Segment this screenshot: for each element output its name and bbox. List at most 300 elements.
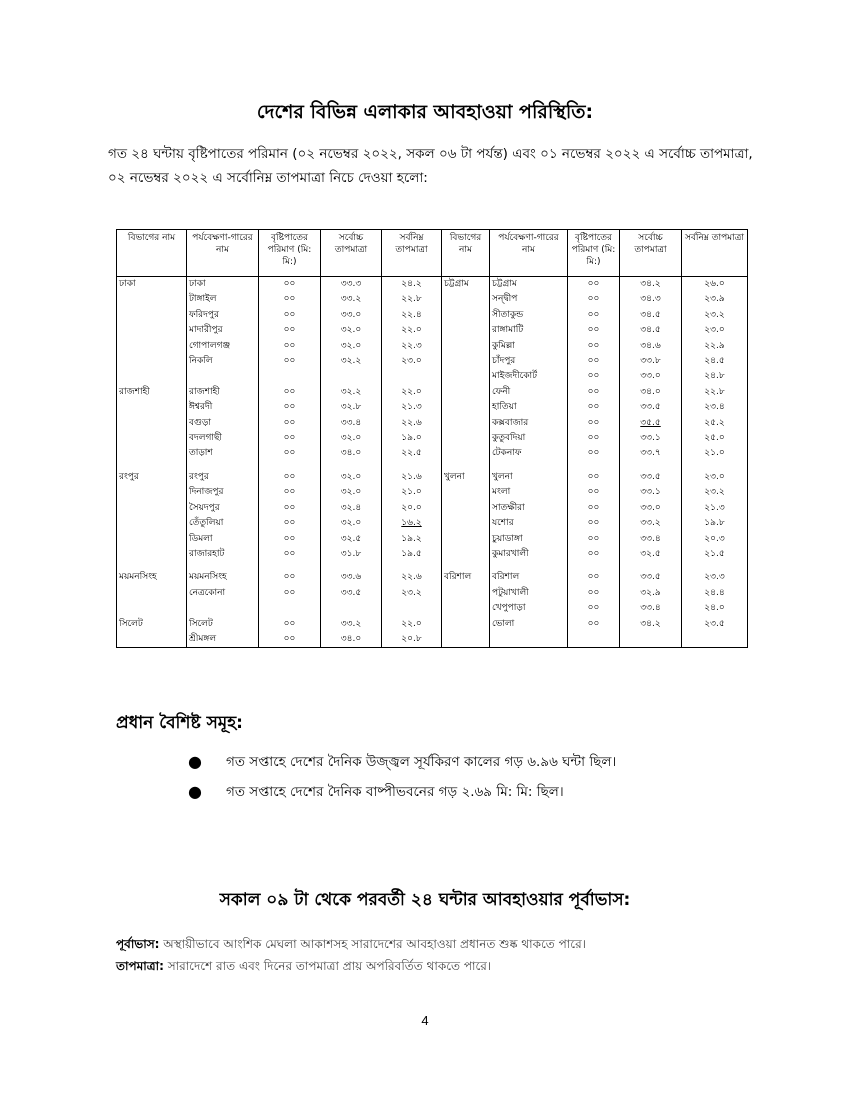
cell-max-temp: ৩৩.৩ <box>321 277 382 293</box>
cell-min-temp: ২১.৩ <box>382 400 442 415</box>
cell-min-temp: ১৯.২ <box>382 532 442 547</box>
page-number: 4 <box>421 1013 429 1028</box>
cell-division: রংপুর <box>117 470 187 485</box>
cell-division <box>117 339 187 354</box>
cell-station: বদলগাছী <box>187 431 259 446</box>
cell-max-temp: ৩২.০ <box>321 323 382 338</box>
cell-station: সিলেট <box>187 617 259 632</box>
cell-min-temp: ২৩.২ <box>682 485 748 500</box>
forecast-label: পূর্বাভাস: <box>116 937 160 951</box>
cell-station: চাঁদপুর <box>490 354 568 369</box>
cell-min-temp: ২২.০ <box>382 385 442 400</box>
cell-station: রাজশাহী <box>187 385 259 400</box>
cell-min-temp: ২২.০ <box>382 323 442 338</box>
table-row <box>117 601 748 616</box>
cell-min-temp: ২২.৬ <box>382 416 442 431</box>
cell-division <box>442 339 490 354</box>
cell-min-temp: ২২.০ <box>382 617 442 632</box>
cell-station: যশোর <box>490 516 568 531</box>
cell-division <box>442 485 490 500</box>
cell-max-temp <box>321 562 382 570</box>
table-row <box>117 339 748 354</box>
header-division: বিভাগের নাম <box>117 230 187 277</box>
cell-min-temp: ২৪.৮ <box>682 369 748 384</box>
cell-station: তাড়াশ <box>187 446 259 461</box>
cell-division <box>442 516 490 531</box>
forecast-line <box>116 933 586 955</box>
cell-rainfall: ০০ <box>259 547 321 562</box>
table-row <box>117 562 748 570</box>
cell-division <box>117 446 187 461</box>
cell-min-temp: ২৩.৪ <box>682 400 748 415</box>
cell-rainfall: ০০ <box>259 446 321 461</box>
cell-division <box>442 385 490 400</box>
cell-min-temp: ২২.৮ <box>682 385 748 400</box>
cell-rainfall: ০০ <box>568 617 620 632</box>
cell-min-temp: ২৬.০ <box>682 277 748 293</box>
table-row <box>117 308 748 323</box>
cell-rainfall: ০০ <box>568 501 620 516</box>
cell-division <box>442 586 490 601</box>
cell-station <box>490 462 568 470</box>
table-row <box>117 570 748 585</box>
cell-max-temp: ৩৩.০ <box>620 501 682 516</box>
cell-rainfall <box>568 462 620 470</box>
cell-station <box>187 601 259 616</box>
cell-rainfall: ০০ <box>568 339 620 354</box>
cell-rainfall: ০০ <box>568 485 620 500</box>
cell-min-temp: ২৩.০ <box>682 323 748 338</box>
cell-division <box>442 501 490 516</box>
cell-rainfall: ০০ <box>259 323 321 338</box>
header-division: বিভাগের নাম <box>442 230 490 277</box>
cell-rainfall: ০০ <box>259 400 321 415</box>
cell-min-temp: ২৫.০ <box>682 431 748 446</box>
cell-rainfall: ০০ <box>568 369 620 384</box>
cell-max-temp <box>321 601 382 616</box>
cell-division: ময়মনসিংহ <box>117 570 187 585</box>
table-row <box>117 431 748 446</box>
cell-station: রাজারহাট <box>187 547 259 562</box>
table-row <box>117 369 748 384</box>
cell-station: ডিমলা <box>187 532 259 547</box>
cell-rainfall <box>259 562 321 570</box>
cell-max-temp: ৩৪.২ <box>620 617 682 632</box>
cell-division <box>117 400 187 415</box>
cell-max-temp: ৩২.০ <box>321 470 382 485</box>
cell-max-temp <box>620 462 682 470</box>
cell-min-temp: ২৩.৯ <box>682 292 748 307</box>
cell-max-temp: ৩২.৫ <box>620 547 682 562</box>
table-body <box>117 277 748 648</box>
cell-max-temp: ৩২.২ <box>321 354 382 369</box>
cell-max-temp: ৩২.০ <box>321 485 382 500</box>
header-min-temp: সর্বনিম্ন তাপমাত্রা <box>682 230 748 277</box>
cell-rainfall: ০০ <box>568 354 620 369</box>
cell-max-temp: ৩২.০ <box>321 431 382 446</box>
cell-rainfall: ০০ <box>568 400 620 415</box>
table-row <box>117 462 748 470</box>
cell-min-temp: ২৩.০ <box>682 470 748 485</box>
cell-min-temp: ২১.৫ <box>682 547 748 562</box>
cell-station: তেঁতুলিয়া <box>187 516 259 531</box>
cell-station: ভোলা <box>490 617 568 632</box>
cell-rainfall: ০০ <box>568 277 620 293</box>
cell-rainfall: ০০ <box>568 601 620 616</box>
cell-station: সাতক্ষীরা <box>490 501 568 516</box>
cell-rainfall: ০০ <box>259 570 321 585</box>
cell-station: ফেনী <box>490 385 568 400</box>
cell-division <box>117 369 187 384</box>
intro-paragraph: গত ২৪ ঘন্টায় বৃষ্টিপাতের পরিমান (০২ নভেম্বর ২০২২, সকল ০৬ টা পর্যন্ত) এবং ০১ নভেম্বর ২০২২ এ সর্বোচ্চ তাপমাত্রা, ০২ নভেম্বর ২০২২ এ সর্বোনিম্ন তাপমাত্রা নিচে দেওয়া হলো: <box>108 146 753 186</box>
cell-min-temp: ২১.৬ <box>382 470 442 485</box>
cell-rainfall: ০০ <box>568 570 620 585</box>
cell-rainfall: ০০ <box>259 385 321 400</box>
cell-division <box>442 354 490 369</box>
cell-station: গোপালগঞ্জ <box>187 339 259 354</box>
cell-division <box>442 308 490 323</box>
cell-division <box>442 369 490 384</box>
table-row <box>117 446 748 461</box>
cell-max-temp: ৩২.৯ <box>620 586 682 601</box>
cell-division: সিলেট <box>117 617 187 632</box>
cell-division: খুলনা <box>442 470 490 485</box>
cell-max-temp: ৩৩.০ <box>321 308 382 323</box>
cell-max-temp: ৩৩.৮ <box>620 354 682 369</box>
cell-max-temp: ৩৩.২ <box>620 516 682 531</box>
cell-station: চুয়াডাঙ্গা <box>490 532 568 547</box>
cell-min-temp: ২৩.৩ <box>682 570 748 585</box>
cell-station <box>490 632 568 648</box>
feature-text: গত সপ্তাহে দেশের দৈনিক বাষ্পীভবনের গড় ২.৬৯ মি: মি: ছিল। <box>226 784 564 800</box>
cell-station: সৈয়দপুর <box>187 501 259 516</box>
cell-station: ময়মনসিংহ <box>187 570 259 585</box>
cell-min-temp <box>382 462 442 470</box>
cell-min-temp: ২০.৮ <box>382 632 442 648</box>
cell-min-temp: ২৪.৫ <box>682 354 748 369</box>
cell-max-temp: ৩৩.৪ <box>620 601 682 616</box>
cell-max-temp: ৩৪.০ <box>620 385 682 400</box>
cell-max-temp: ৩৪.৩ <box>620 292 682 307</box>
cell-max-temp: ৩৩.৫ <box>321 586 382 601</box>
cell-max-temp: ৩৫.৫ <box>620 416 682 431</box>
header-min-temp: সর্বনিম্ন তাপমাত্রা <box>382 230 442 277</box>
cell-min-temp: ২৩.২ <box>682 308 748 323</box>
cell-rainfall: ০০ <box>568 470 620 485</box>
cell-station <box>490 562 568 570</box>
cell-station: ফরিদপুর <box>187 308 259 323</box>
cell-station: নিকলি <box>187 354 259 369</box>
cell-station: পটুয়াখালী <box>490 586 568 601</box>
cell-max-temp: ৩২.২ <box>321 385 382 400</box>
cell-min-temp: ২৪.০ <box>682 601 748 616</box>
cell-division <box>117 562 187 570</box>
cell-min-temp: ২৪.৪ <box>682 586 748 601</box>
cell-division <box>117 323 187 338</box>
cell-min-temp: ২০.৩ <box>682 532 748 547</box>
cell-min-temp: ২২.৫ <box>382 446 442 461</box>
cell-station <box>187 369 259 384</box>
header-rainfall: বৃষ্টিপাতের পরিমাণ (মি: মি:) <box>259 230 321 277</box>
cell-rainfall: ০০ <box>568 446 620 461</box>
cell-station: কুমারখালী <box>490 547 568 562</box>
cell-division <box>442 431 490 446</box>
cell-max-temp <box>321 462 382 470</box>
cell-station: মাদারীপুর <box>187 323 259 338</box>
cell-station: কুতুবদিয়া <box>490 431 568 446</box>
cell-min-temp: ২২.৩ <box>382 339 442 354</box>
cell-rainfall: ০০ <box>259 532 321 547</box>
cell-rainfall: ০০ <box>259 431 321 446</box>
cell-division: রাজশাহী <box>117 385 187 400</box>
cell-division <box>117 431 187 446</box>
temperature-text: সারাদেশে রাত এবং দিনের তাপমাত্রা প্রায় অপরিবর্তিত থাকতে পারে। <box>163 959 492 973</box>
table-row <box>117 400 748 415</box>
cell-max-temp: ৩৩.৫ <box>620 400 682 415</box>
cell-max-temp: ৩৩.৫ <box>620 470 682 485</box>
cell-rainfall: ০০ <box>259 632 321 648</box>
cell-max-temp: ৩২.০ <box>321 516 382 531</box>
features-title: প্রধান বৈশিষ্ট সমূহ: <box>116 713 243 733</box>
table-row <box>117 292 748 307</box>
cell-station: খুলনা <box>490 470 568 485</box>
cell-station: বরিশাল <box>490 570 568 585</box>
cell-rainfall: ০০ <box>568 385 620 400</box>
page-title: দেশের বিভিন্ন এলাকার আবহাওয়া পরিস্থিতি: <box>256 101 594 123</box>
cell-rainfall: ০০ <box>259 416 321 431</box>
cell-division: চট্টগ্রাম <box>442 277 490 293</box>
cell-division <box>442 532 490 547</box>
cell-min-temp <box>382 369 442 384</box>
cell-station: সীতাকুন্ড <box>490 308 568 323</box>
table-row <box>117 354 748 369</box>
cell-max-temp: ৩২.৫ <box>321 532 382 547</box>
cell-max-temp: ৩৩.০ <box>620 369 682 384</box>
cell-rainfall <box>259 369 321 384</box>
header-max-temp: সর্বোচ্চ তাপমাত্রা <box>620 230 682 277</box>
cell-min-temp: ২২.৪ <box>382 308 442 323</box>
table-row <box>117 323 748 338</box>
cell-station: বগুড়া <box>187 416 259 431</box>
cell-rainfall <box>259 462 321 470</box>
cell-max-temp: ৩৩.৪ <box>321 416 382 431</box>
cell-station: টেকনাফ <box>490 446 568 461</box>
cell-division: বরিশাল <box>442 570 490 585</box>
cell-min-temp: ১৯.৫ <box>382 547 442 562</box>
cell-division <box>117 601 187 616</box>
cell-rainfall: ০০ <box>259 470 321 485</box>
weather-table <box>116 229 748 648</box>
table-row <box>117 416 748 431</box>
cell-max-temp: ৩৩.৬ <box>321 570 382 585</box>
cell-min-temp: ২১.০ <box>382 485 442 500</box>
cell-station: খেপুপাড়া <box>490 601 568 616</box>
cell-max-temp: ৩৪.৫ <box>620 323 682 338</box>
cell-max-temp: ৩৪.২ <box>620 277 682 293</box>
table-row <box>117 532 748 547</box>
cell-rainfall: ০০ <box>568 532 620 547</box>
cell-rainfall: ০০ <box>568 586 620 601</box>
forecast-block <box>116 933 586 977</box>
cell-max-temp: ৩৪.৫ <box>620 308 682 323</box>
cell-division <box>117 354 187 369</box>
cell-division <box>442 632 490 648</box>
cell-division: ঢাকা <box>117 277 187 293</box>
bullet-icon: ● <box>188 752 202 771</box>
cell-max-temp: ৩২.০ <box>321 339 382 354</box>
cell-min-temp <box>682 632 748 648</box>
table-row <box>117 632 748 648</box>
cell-min-temp <box>682 462 748 470</box>
cell-min-temp: ১৯.০ <box>382 431 442 446</box>
cell-min-temp: ২৩.০ <box>382 354 442 369</box>
cell-min-temp <box>682 562 748 570</box>
cell-station: হাতিয়া <box>490 400 568 415</box>
cell-rainfall: ০০ <box>259 501 321 516</box>
cell-division <box>117 485 187 500</box>
cell-rainfall: ০০ <box>259 516 321 531</box>
cell-division <box>442 562 490 570</box>
cell-max-temp: ৩৩.৫ <box>620 570 682 585</box>
cell-max-temp: ৩৪.০ <box>321 446 382 461</box>
cell-station: ঢাকা <box>187 277 259 293</box>
temperature-line <box>116 955 586 977</box>
cell-min-temp <box>382 562 442 570</box>
cell-division <box>117 516 187 531</box>
cell-division <box>117 547 187 562</box>
cell-max-temp: ৩২.৪ <box>321 501 382 516</box>
cell-min-temp: ২০.০ <box>382 501 442 516</box>
cell-rainfall: ০০ <box>568 516 620 531</box>
cell-station: চট্টগ্রাম <box>490 277 568 293</box>
header-station: পর্যবেক্ষণা-গারের নাম <box>187 230 259 277</box>
features-list <box>170 750 616 810</box>
cell-min-temp: ২৩.৫ <box>682 617 748 632</box>
table-header-row <box>117 230 748 277</box>
cell-max-temp <box>321 369 382 384</box>
cell-station: সন্দ্বীপ <box>490 292 568 307</box>
cell-rainfall <box>259 601 321 616</box>
cell-min-temp: ২৫.২ <box>682 416 748 431</box>
cell-station <box>187 562 259 570</box>
cell-station: কক্সবাজার <box>490 416 568 431</box>
cell-division <box>117 462 187 470</box>
cell-division <box>117 308 187 323</box>
cell-rainfall <box>568 562 620 570</box>
cell-rainfall: ০০ <box>568 308 620 323</box>
table-row <box>117 485 748 500</box>
cell-division <box>442 547 490 562</box>
cell-rainfall: ০০ <box>259 277 321 293</box>
table-row <box>117 501 748 516</box>
cell-min-temp: ২৪.২ <box>382 277 442 293</box>
cell-max-temp: ৩৩.২ <box>321 292 382 307</box>
temperature-label: তাপমাত্রা: <box>116 959 164 973</box>
cell-station: মাইজদীকোর্ট <box>490 369 568 384</box>
cell-division <box>442 462 490 470</box>
table-row <box>117 385 748 400</box>
forecast-title: সকাল ০৯ টা থেকে পরবর্তী ২৪ ঘন্টার আবহাওয়ার পূর্বাভাস: <box>219 890 631 910</box>
header-max-temp: সর্বোচ্চ তাপমাত্রা <box>321 230 382 277</box>
forecast-text: অস্থায়ীভাবে আংশিক মেঘলা আকাশসহ সারাদেশের আবহাওয়া প্রধানত শুষ্ক থাকতে পারে। <box>159 937 586 951</box>
cell-min-temp: ১৯.৮ <box>682 516 748 531</box>
table-row <box>117 470 748 485</box>
cell-rainfall: ০০ <box>259 292 321 307</box>
cell-rainfall <box>568 632 620 648</box>
cell-station: রাঙ্গামাটি <box>490 323 568 338</box>
cell-min-temp: ২৩.২ <box>382 586 442 601</box>
cell-max-temp: ৩২.৮ <box>321 400 382 415</box>
cell-division <box>442 446 490 461</box>
cell-max-temp: ৩৪.০ <box>321 632 382 648</box>
cell-station: রংপুর <box>187 470 259 485</box>
cell-min-temp: ২১.৩ <box>682 501 748 516</box>
cell-min-temp: ২২.৬ <box>382 570 442 585</box>
bullet-icon: ● <box>188 782 202 801</box>
table-row <box>117 586 748 601</box>
cell-rainfall: ০০ <box>259 339 321 354</box>
cell-max-temp: ৩৩.৪ <box>620 532 682 547</box>
cell-rainfall: ০০ <box>259 354 321 369</box>
cell-rainfall: ০০ <box>259 617 321 632</box>
cell-division <box>442 323 490 338</box>
cell-station: শ্রীমঙ্গল <box>187 632 259 648</box>
cell-max-temp <box>620 632 682 648</box>
cell-division <box>117 292 187 307</box>
header-station: পর্যবেক্ষণা-গারের নাম <box>490 230 568 277</box>
cell-max-temp: ৩৩.১ <box>620 431 682 446</box>
cell-station: নেত্রকোনা <box>187 586 259 601</box>
cell-min-temp: ২২.৯ <box>682 339 748 354</box>
cell-max-temp: ৩১.৮ <box>321 547 382 562</box>
cell-max-temp: ৩৩.৭ <box>620 446 682 461</box>
cell-station <box>187 462 259 470</box>
cell-rainfall: ০০ <box>568 416 620 431</box>
table-row <box>117 516 748 531</box>
cell-division <box>442 416 490 431</box>
cell-division <box>442 400 490 415</box>
cell-division <box>117 416 187 431</box>
cell-division <box>117 632 187 648</box>
cell-rainfall: ০০ <box>259 586 321 601</box>
cell-division <box>442 292 490 307</box>
cell-division <box>117 501 187 516</box>
cell-rainfall: ০০ <box>259 308 321 323</box>
cell-max-temp <box>620 562 682 570</box>
table-row <box>117 617 748 632</box>
table-row <box>117 547 748 562</box>
cell-max-temp: ৩৩.১ <box>620 485 682 500</box>
cell-station: টাঙ্গাইল <box>187 292 259 307</box>
cell-division <box>117 532 187 547</box>
cell-station: দিনাজপুর <box>187 485 259 500</box>
list-item <box>170 780 616 810</box>
list-item <box>170 750 616 780</box>
cell-station: মংলা <box>490 485 568 500</box>
cell-max-temp: ৩৩.২ <box>321 617 382 632</box>
cell-division <box>442 601 490 616</box>
cell-min-temp: ২১.০ <box>682 446 748 461</box>
cell-station: কুমিল্লা <box>490 339 568 354</box>
cell-division <box>117 586 187 601</box>
cell-division <box>442 617 490 632</box>
cell-rainfall: ০০ <box>568 547 620 562</box>
cell-station: ঈশ্বরদী <box>187 400 259 415</box>
cell-min-temp <box>382 601 442 616</box>
cell-min-temp: ১৬.২ <box>382 516 442 531</box>
header-rainfall: বৃষ্টিপাতের পরিমাণ (মি: মি:) <box>568 230 620 277</box>
cell-min-temp: ২২.৮ <box>382 292 442 307</box>
